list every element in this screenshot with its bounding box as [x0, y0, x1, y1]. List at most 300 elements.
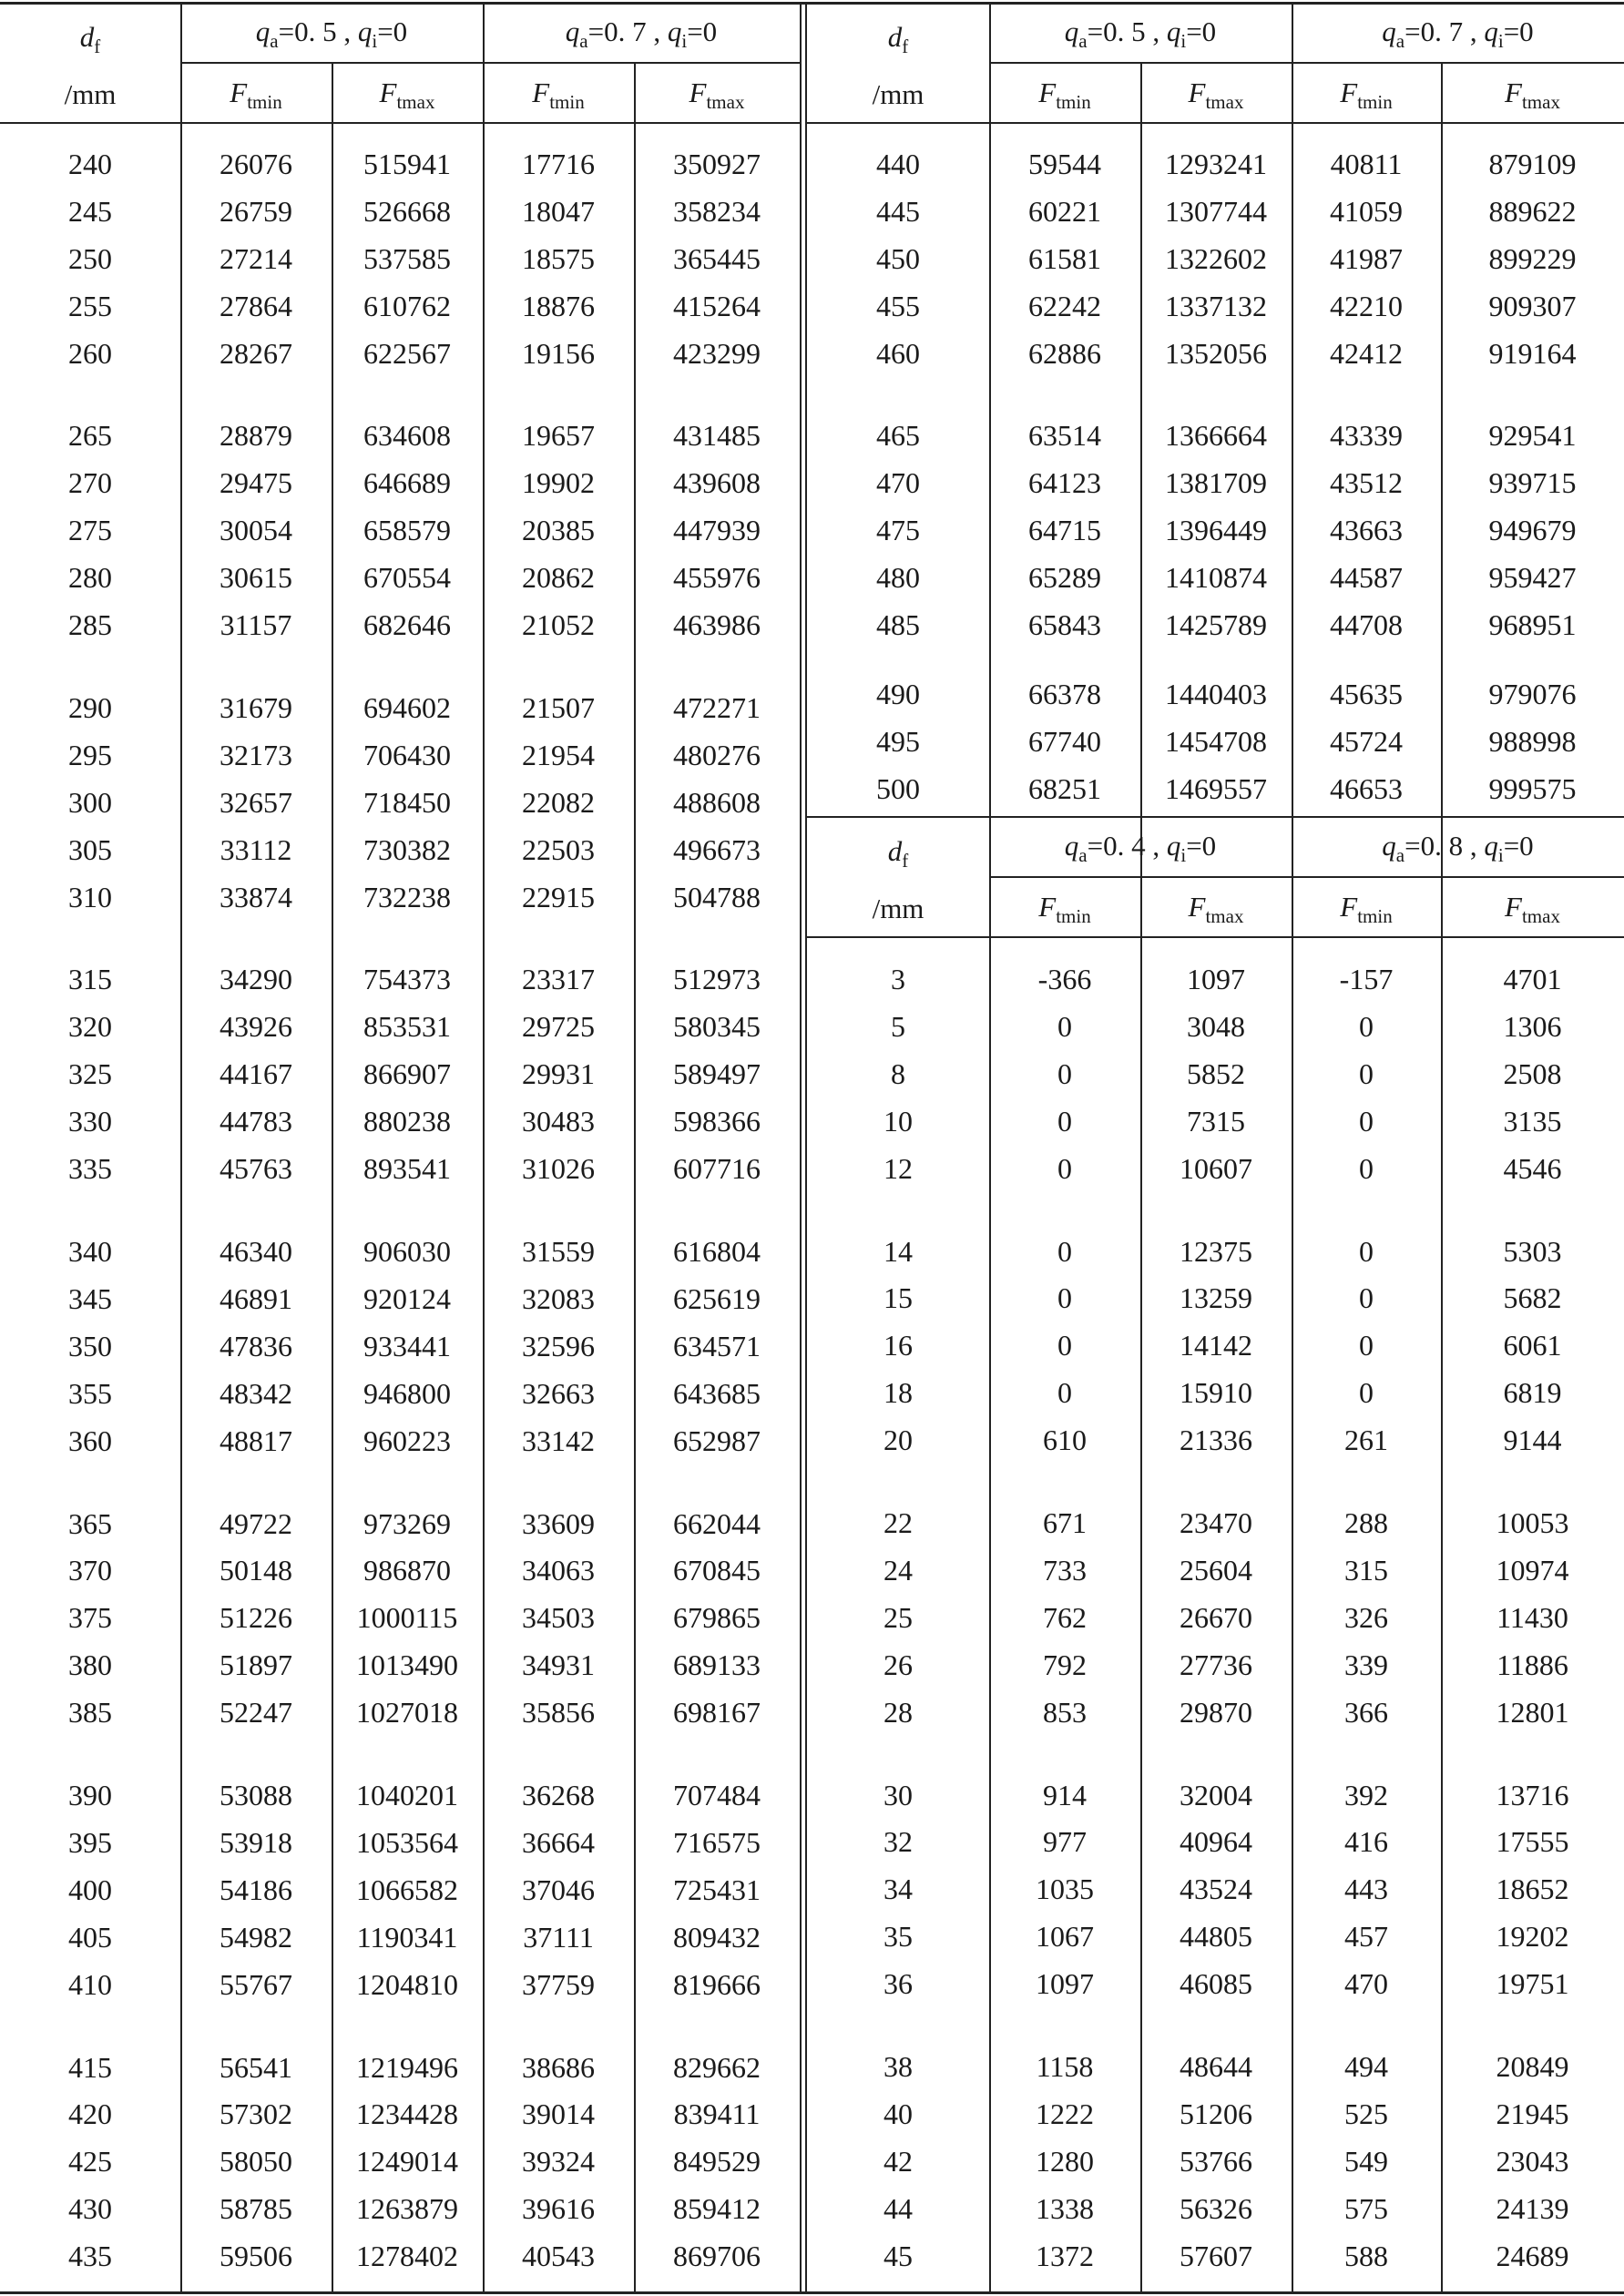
force-value: 1410874: [1165, 561, 1267, 594]
force-value: 59506: [220, 2240, 292, 2272]
force-value: 30054: [220, 514, 292, 546]
force-value: 1469557: [1165, 772, 1267, 805]
force-value: 999575: [1488, 772, 1577, 805]
qa-value: =0. 8: [1404, 829, 1464, 862]
df-value: 28: [883, 1696, 913, 1729]
force-value: 21945: [1496, 2097, 1569, 2130]
force-value: 41059: [1330, 195, 1403, 228]
force-value: 43524: [1180, 1873, 1252, 1905]
df-value: 45: [883, 2240, 913, 2272]
group-header-0: $q_a=0$. 5 , $q_i=0$: [255, 15, 408, 52]
force-value: 10974: [1496, 1554, 1569, 1587]
force-value: 46340: [220, 1235, 292, 1268]
rb-col-line-2: [1140, 876, 1142, 2294]
df-value: 460: [876, 337, 920, 370]
df-value: 425: [68, 2145, 112, 2178]
force-value: 919164: [1488, 337, 1577, 370]
force-value: 15910: [1180, 1376, 1252, 1409]
force-subscript: tmax: [1521, 904, 1560, 927]
qa-subscript: a: [1078, 29, 1088, 52]
force-value: 39324: [522, 2145, 595, 2178]
force-value: 17555: [1496, 1825, 1569, 1858]
qa-value: =0. 7: [587, 15, 647, 47]
force-value: 23470: [1180, 1506, 1252, 1539]
df-value: 450: [876, 242, 920, 275]
force-value: 879109: [1488, 148, 1577, 180]
force-value: 21336: [1180, 1424, 1252, 1456]
force-value: 819666: [673, 1968, 761, 2001]
force-value: 5682: [1503, 1281, 1562, 1314]
df-value: 250: [68, 242, 112, 275]
force-value: 33609: [522, 1507, 595, 1540]
force-value: 455976: [673, 561, 761, 594]
qa-subscript: a: [1395, 29, 1405, 52]
force-value: 25604: [1180, 1554, 1252, 1587]
force-value: 32004: [1180, 1779, 1252, 1811]
df-value: 40: [883, 2097, 913, 2130]
group-header-1: $q_a=0$. 7 , $q_i=0$: [565, 15, 718, 52]
df-value: 16: [883, 1329, 913, 1362]
force-value: 662044: [673, 1507, 761, 1540]
df-value: 295: [68, 739, 112, 771]
force-value: 53766: [1180, 2145, 1252, 2178]
rt-col-line-2: [1140, 62, 1142, 936]
force-value: 43926: [220, 1010, 292, 1043]
df-value: 280: [68, 561, 112, 594]
force-value: 57607: [1180, 2240, 1252, 2272]
force-value: 1219496: [356, 2051, 458, 2084]
qi-subscript: i: [372, 29, 378, 52]
df-value: 42: [883, 2145, 913, 2178]
force-value: 1352056: [1165, 337, 1267, 370]
df-symbol: d: [887, 834, 903, 867]
force-value: 29931: [522, 1057, 595, 1090]
force-value: 549: [1344, 2145, 1388, 2178]
qa-value: =0. 7: [1404, 15, 1464, 47]
force-value: 51206: [1180, 2097, 1252, 2130]
force-value: 31026: [522, 1152, 595, 1185]
force-value: 55767: [220, 1968, 292, 2001]
force-value: 853531: [363, 1010, 451, 1043]
force-value: 29870: [1180, 1696, 1252, 1729]
force-value: 1263879: [356, 2192, 458, 2225]
qa-subscript: a: [1078, 843, 1088, 866]
df-value: 375: [68, 1601, 112, 1634]
force-value: 57302: [220, 2097, 292, 2130]
force-value: 67740: [1028, 725, 1101, 758]
force-value: 45635: [1330, 678, 1403, 710]
qa-subscript: a: [579, 29, 588, 52]
df-header: [789, 20, 1007, 57]
df-value: 415: [68, 2051, 112, 2084]
force-value: 1053564: [356, 1826, 458, 1859]
rt-header-rule: [807, 122, 1624, 124]
df-value: 275: [68, 514, 112, 546]
force-value: 46653: [1330, 772, 1403, 805]
force-value: 512973: [673, 963, 761, 995]
df-value: 305: [68, 833, 112, 866]
force-value: 610762: [363, 290, 451, 322]
force-value: 866907: [363, 1057, 451, 1090]
force-value: 933441: [363, 1330, 451, 1362]
force-value: 762: [1043, 1601, 1087, 1634]
df-value: 310: [68, 881, 112, 913]
force-value: 1222: [1036, 2097, 1094, 2130]
bottom-border: [0, 2291, 1624, 2294]
force-value: 51226: [220, 1601, 292, 1634]
force-value: 2508: [1503, 1057, 1562, 1090]
qi-symbol: q: [357, 15, 373, 47]
force-value: 52247: [220, 1696, 292, 1729]
force-value: 36268: [522, 1779, 595, 1811]
force-value: 22915: [522, 881, 595, 913]
qa-symbol: q: [565, 15, 580, 47]
force-value: 1322602: [1165, 242, 1267, 275]
force-value: 488608: [673, 786, 761, 819]
df-value: 395: [68, 1826, 112, 1859]
force-value: 1425789: [1165, 608, 1267, 641]
force-value: 525: [1344, 2097, 1388, 2130]
force-value: -366: [1037, 963, 1092, 995]
force-value: 909307: [1488, 290, 1577, 322]
force-value: 56541: [220, 2051, 292, 2084]
force-value: 1366664: [1165, 419, 1267, 452]
force-value: 1306: [1503, 1010, 1562, 1043]
force-value: 1066582: [356, 1873, 458, 1906]
force-value: 350927: [673, 148, 761, 180]
force-value: 39014: [522, 2097, 595, 2130]
force-value: 22503: [522, 833, 595, 866]
force-value: 0: [1057, 1105, 1072, 1138]
qi-symbol: q: [667, 15, 682, 47]
force-value: 725431: [673, 1873, 761, 1906]
qa-symbol: q: [255, 15, 271, 47]
rt-header-mid-rule: [989, 62, 1624, 64]
force-value: 1249014: [356, 2145, 458, 2178]
df-value: 22: [883, 1506, 913, 1539]
force-value: 0: [1057, 1376, 1072, 1409]
force-value: 1396449: [1165, 514, 1267, 546]
force-value: 33874: [220, 881, 292, 913]
force-value: 43339: [1330, 419, 1403, 452]
df-value: 345: [68, 1282, 112, 1315]
df-value: 455: [876, 290, 920, 322]
force-value: 496673: [673, 833, 761, 866]
force-value: 1372: [1036, 2240, 1094, 2272]
qa-subscript: a: [270, 29, 279, 52]
force-value: 66378: [1028, 678, 1101, 710]
rb-header-mid-rule: [989, 876, 1624, 878]
force-value: 0: [1359, 1152, 1374, 1185]
force-value: 949679: [1488, 514, 1577, 546]
force-value: 30615: [220, 561, 292, 594]
force-value: 20385: [522, 514, 595, 546]
force-value: 35856: [522, 1696, 595, 1729]
force-value: 64715: [1028, 514, 1101, 546]
force-value: 946800: [363, 1377, 451, 1410]
df-value: 315: [68, 963, 112, 995]
force-value: 839411: [673, 2097, 761, 2130]
force-value: 939715: [1488, 466, 1577, 499]
force-value: 21954: [522, 739, 595, 771]
force-subscript: tmin: [549, 90, 585, 113]
force-value: 47836: [220, 1330, 292, 1362]
df-value: 5: [891, 1010, 905, 1043]
force-value: 914: [1043, 1779, 1087, 1811]
force-value: 920124: [363, 1282, 451, 1315]
force-value: 1278402: [356, 2240, 458, 2272]
force-value: 20862: [522, 561, 595, 594]
force-value: 1204810: [356, 1968, 458, 2001]
force-subscript: tmin: [1357, 904, 1393, 927]
force-value: 968951: [1488, 608, 1577, 641]
force-value: 23043: [1496, 2145, 1569, 2178]
force-value: 457: [1344, 1920, 1388, 1953]
force-value: 646689: [363, 466, 451, 499]
force-value: 929541: [1488, 419, 1577, 452]
force-value: 0: [1057, 1329, 1072, 1362]
qa-symbol: q: [1064, 829, 1079, 862]
force-value: 48342: [220, 1377, 292, 1410]
left-header-mid-rule: [180, 62, 800, 64]
df-value: 330: [68, 1105, 112, 1138]
force-value: 859412: [673, 2192, 761, 2225]
force-value: 31157: [220, 608, 292, 641]
df-value: 10: [883, 1105, 913, 1138]
df-value: 430: [68, 2192, 112, 2225]
force-value: 0: [1057, 1152, 1072, 1185]
df-value: 260: [68, 337, 112, 370]
force-value: 34503: [522, 1601, 595, 1634]
qi-value: =0: [1186, 829, 1217, 862]
df-value: 24: [883, 1554, 913, 1587]
force-symbol: F: [1340, 76, 1358, 108]
df-value: 390: [68, 1779, 112, 1811]
force-value: 53918: [220, 1826, 292, 1859]
force-value: 9144: [1503, 1424, 1562, 1456]
df-header: [789, 834, 1007, 872]
qi-subscript: i: [1497, 843, 1504, 866]
df-value: 500: [876, 772, 920, 805]
top-border: [0, 2, 1624, 5]
df-value: 405: [68, 1921, 112, 1954]
force-value: 880238: [363, 1105, 451, 1138]
df-value: 320: [68, 1010, 112, 1043]
force-value: 27864: [220, 290, 292, 322]
rb-top-rule: [807, 816, 1624, 818]
force-value: 18876: [522, 290, 595, 322]
unit-label: /mm: [872, 892, 924, 924]
df-value: 8: [891, 1057, 905, 1090]
force-value: 423299: [673, 337, 761, 370]
force-symbol: F: [379, 76, 397, 108]
df-value: 370: [68, 1554, 112, 1587]
force-symbol: F: [1038, 76, 1057, 108]
force-value: 326: [1344, 1601, 1388, 1634]
force-value: 1454708: [1165, 725, 1267, 758]
df-value: 26: [883, 1648, 913, 1681]
force-value: 11886: [1496, 1648, 1568, 1681]
df-subscript: f: [94, 35, 101, 57]
force-value: 537585: [363, 242, 451, 275]
force-value: 28879: [220, 419, 292, 452]
force-value: 580345: [673, 1010, 761, 1043]
force-value: 893541: [363, 1152, 451, 1185]
force-value: 23317: [522, 963, 595, 995]
force-value: 0: [1359, 1376, 1374, 1409]
force-value: 61581: [1028, 242, 1101, 275]
force-value: 30483: [522, 1105, 595, 1138]
force-subscript: tmin: [1056, 904, 1091, 927]
df-value: 44: [883, 2192, 913, 2225]
force-value: 5852: [1187, 1057, 1245, 1090]
force-value: 10053: [1496, 1506, 1569, 1539]
force-value: 12801: [1496, 1696, 1569, 1729]
force-value: 979076: [1488, 678, 1577, 710]
force-value: 49722: [220, 1507, 292, 1540]
force-value: 1027018: [356, 1696, 458, 1729]
unit-label: /mm: [872, 77, 924, 110]
force-value: 65289: [1028, 561, 1101, 594]
force-value: 733: [1043, 1554, 1087, 1587]
force-value: 829662: [673, 2051, 761, 2084]
force-value: 504788: [673, 881, 761, 913]
force-value: 29475: [220, 466, 292, 499]
df-value: 435: [68, 2240, 112, 2272]
force-value: 598366: [673, 1105, 761, 1138]
force-symbol: F: [532, 76, 550, 108]
force-value: 58050: [220, 2145, 292, 2178]
df-value: 355: [68, 1377, 112, 1410]
force-value: 658579: [363, 514, 451, 546]
force-value: 32657: [220, 786, 292, 819]
force-value: 18652: [1496, 1873, 1569, 1905]
force-value: 698167: [673, 1696, 761, 1729]
force-symbol: F: [1188, 76, 1206, 108]
force-subscript: tmax: [1205, 904, 1244, 927]
df-value: 300: [68, 786, 112, 819]
df-value: 265: [68, 419, 112, 452]
force-value: 31679: [220, 691, 292, 724]
qi-value: =0: [377, 15, 408, 47]
force-value: 44708: [1330, 608, 1403, 641]
qa-value: =0. 4: [1087, 829, 1146, 862]
force-subscript: tmax: [1205, 90, 1244, 113]
qi-subscript: i: [1180, 843, 1187, 866]
force-value: 1337132: [1165, 290, 1267, 322]
force-value: 906030: [363, 1235, 451, 1268]
force-value: 39616: [522, 2192, 595, 2225]
force-value: 1234428: [356, 2097, 458, 2130]
force-value: 443: [1344, 1873, 1388, 1905]
force-symbol: F: [1038, 890, 1057, 923]
df-value: 335: [68, 1152, 112, 1185]
center-divider-left: [800, 2, 802, 2294]
force-value: 19751: [1496, 1967, 1569, 2000]
force-value: 0: [1359, 1329, 1374, 1362]
force-value: 0: [1057, 1010, 1072, 1043]
subcol-header-3: [1424, 890, 1624, 927]
force-value: 54982: [220, 1921, 292, 1954]
force-value: 1338: [1036, 2192, 1094, 2225]
df-value: 36: [883, 1967, 913, 2000]
df-value: 270: [68, 466, 112, 499]
force-value: 718450: [363, 786, 451, 819]
force-value: 0: [1359, 1105, 1374, 1138]
force-value: 682646: [363, 608, 451, 641]
force-value: 988998: [1488, 725, 1577, 758]
force-value: 54186: [220, 1873, 292, 1906]
force-subscript: tmax: [396, 90, 435, 113]
force-value: 5303: [1503, 1235, 1562, 1268]
force-value: 670554: [363, 561, 451, 594]
force-value: 32596: [522, 1330, 595, 1362]
force-value: 986870: [363, 1554, 451, 1587]
group-header-1: $q_a=0$. 7 , $q_i=0$: [1382, 15, 1534, 52]
force-value: 679865: [673, 1601, 761, 1634]
group-header-0: $q_a=0$. 5 , $q_i=0$: [1064, 15, 1217, 52]
force-value: 37046: [522, 1873, 595, 1906]
force-value: 37759: [522, 1968, 595, 2001]
force-value: 64123: [1028, 466, 1101, 499]
df-value: 32: [883, 1825, 913, 1858]
force-value: 415264: [673, 290, 761, 322]
force-value: 480276: [673, 739, 761, 771]
force-value: 36664: [522, 1826, 595, 1859]
force-value: 51897: [220, 1648, 292, 1681]
force-value: 0: [1057, 1235, 1072, 1268]
force-value: 431485: [673, 419, 761, 452]
force-value: 358234: [673, 195, 761, 228]
force-value: 652987: [673, 1424, 761, 1457]
force-value: 43663: [1330, 514, 1403, 546]
df-value: 365: [68, 1507, 112, 1540]
subcol-header-3: [1424, 78, 1624, 112]
force-value: 1097: [1187, 963, 1245, 995]
force-value: 45724: [1330, 725, 1403, 758]
force-value: 32663: [522, 1377, 595, 1410]
df-value: 18: [883, 1376, 913, 1409]
force-value: 3135: [1503, 1105, 1562, 1138]
qi-symbol: q: [1166, 15, 1181, 47]
force-value: 643685: [673, 1377, 761, 1410]
force-value: 792: [1043, 1648, 1087, 1681]
force-value: 365445: [673, 242, 761, 275]
force-value: 589497: [673, 1057, 761, 1090]
force-value: 634608: [363, 419, 451, 452]
unit-label: /mm: [64, 77, 117, 110]
qi-value: =0: [1503, 15, 1534, 47]
qa-symbol: q: [1382, 15, 1396, 47]
df-value: 470: [876, 466, 920, 499]
force-value: 18575: [522, 242, 595, 275]
qi-value: =0: [687, 15, 718, 47]
force-subscript: tmax: [706, 90, 745, 113]
force-value: 809432: [673, 1921, 761, 1954]
force-value: 27736: [1180, 1648, 1252, 1681]
force-value: 315: [1344, 1554, 1388, 1587]
force-value: 853: [1043, 1696, 1087, 1729]
force-value: 0: [1057, 1281, 1072, 1314]
df-value: 360: [68, 1424, 112, 1457]
force-value: 694602: [363, 691, 451, 724]
force-value: 38686: [522, 2051, 595, 2084]
force-value: 0: [1359, 1010, 1374, 1043]
force-value: 46085: [1180, 1967, 1252, 2000]
qa-subscript: a: [1395, 843, 1405, 866]
force-value: 10607: [1180, 1152, 1252, 1185]
force-value: 1097: [1036, 1967, 1094, 2000]
